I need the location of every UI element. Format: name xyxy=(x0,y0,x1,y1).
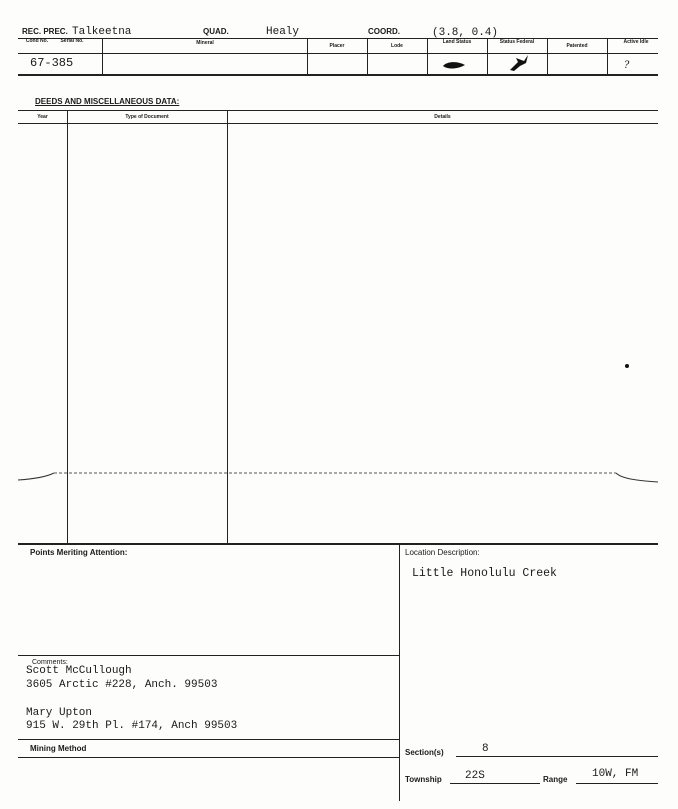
page-fold-line xyxy=(18,470,658,490)
deeds-col-year: Year xyxy=(37,114,48,120)
range-label: Range xyxy=(543,775,568,784)
col-lode: Lode xyxy=(391,43,403,49)
points-bottom-rule xyxy=(18,655,399,656)
deeds-bottom-rule xyxy=(18,543,658,545)
claim-col-divider xyxy=(367,38,368,74)
claim-col-divider xyxy=(547,38,548,74)
header-underline xyxy=(18,38,658,39)
mining-method-label: Mining Method xyxy=(30,744,87,753)
deeds-section-title: DEEDS AND MISCELLANEOUS DATA: xyxy=(35,97,180,106)
township-underline xyxy=(450,783,540,784)
col-patented: Patented xyxy=(566,43,588,49)
location-description-value: Little Honolulu Creek xyxy=(412,567,557,580)
range-underline xyxy=(576,783,658,784)
range-value: 10W, FM xyxy=(592,768,639,780)
col-mineral: Mineral xyxy=(196,40,214,46)
claim-col-divider xyxy=(427,38,428,74)
claim-col-divider xyxy=(487,38,488,74)
section-underline xyxy=(456,756,658,757)
col-land-status: Land Status xyxy=(442,39,472,45)
claim-col-divider xyxy=(607,38,608,74)
deeds-col-details: Details xyxy=(434,114,451,120)
ink-speck xyxy=(625,364,629,368)
section-value: 8 xyxy=(482,743,489,755)
rec-prec-label: REC. PREC. xyxy=(22,27,68,36)
comments-line-3: Mary Upton xyxy=(26,707,93,719)
federal-status-mark xyxy=(506,52,532,74)
col-serial-no: Serial No. xyxy=(60,38,84,44)
deeds-header-top xyxy=(18,110,658,111)
claim-row-rule xyxy=(18,74,658,76)
comments-line-1: Scott McCullough xyxy=(26,665,132,677)
mining-method-rule xyxy=(18,757,399,758)
township-label: Township xyxy=(405,775,442,784)
col-cond-no: Cond No. xyxy=(25,38,49,44)
township-value: 22S xyxy=(465,770,485,782)
serial-number: 67-385 xyxy=(30,56,74,70)
coord-label: COORD. xyxy=(368,27,400,36)
comments-line-2: 3605 Arctic #228, Anch. 99503 xyxy=(26,679,218,691)
comments-label: Comments: xyxy=(32,659,68,666)
lower-center-divider xyxy=(399,543,400,801)
comments-bottom-rule xyxy=(18,739,399,740)
deeds-col-type: Type of Document xyxy=(125,114,169,120)
coord-value: (3.8, 0.4) xyxy=(432,27,499,39)
section-label: Section(s) xyxy=(405,748,444,757)
col-status-federal: Status Federal xyxy=(499,39,535,45)
land-status-mark xyxy=(440,58,468,72)
claim-col-divider xyxy=(102,38,103,74)
points-meriting-attention-label: Points Meriting Attention: xyxy=(30,548,128,557)
col-placer: Placer xyxy=(329,43,345,49)
quad-label: QUAD. xyxy=(203,27,229,36)
location-description-label: Location Description: xyxy=(405,548,480,557)
claim-header-rule xyxy=(18,53,658,54)
active-idle-mark: ? xyxy=(624,60,630,71)
claim-col-divider xyxy=(307,38,308,74)
comments-line-4: 915 W. 29th Pl. #174, Anch 99503 xyxy=(26,720,238,732)
rec-prec-value: Talkeetna xyxy=(72,26,132,38)
quad-value: Healy xyxy=(266,26,300,38)
deeds-header-bottom xyxy=(18,123,658,124)
col-active-idle: Active Idle xyxy=(623,39,649,45)
